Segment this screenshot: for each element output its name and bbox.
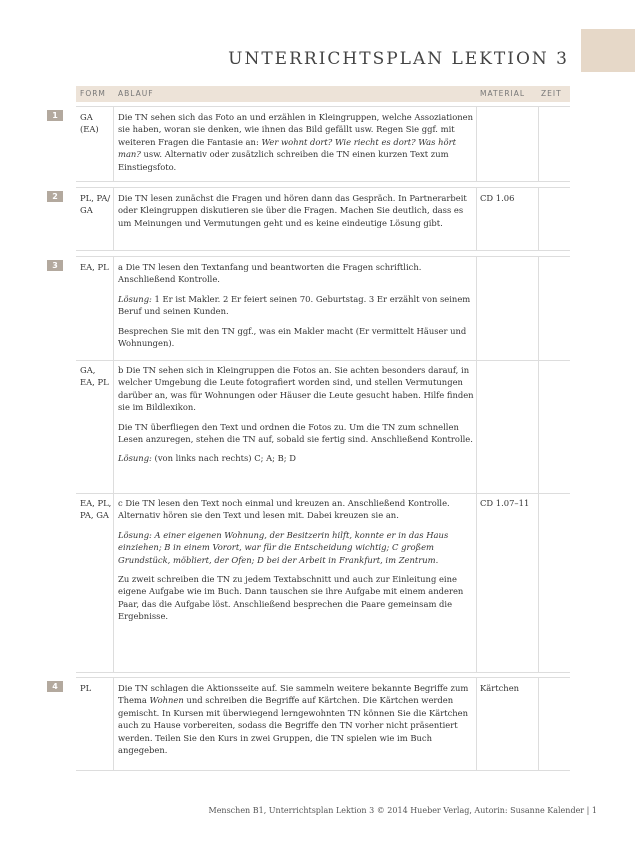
- ablauf-cell-c: [118, 497, 474, 623]
- step-number-1: 1: [47, 110, 63, 121]
- material-cell: CD 1.06: [480, 193, 515, 203]
- loesung-label: Lösung:: [118, 453, 152, 464]
- material-cell-c: CD 1.07–11: [480, 498, 530, 508]
- form-cell: PL, PA/ GA: [80, 193, 111, 216]
- loesung-label: Lösung:: [118, 293, 152, 304]
- ablauf-paragraph: Die TN überfliegen den Text und ordnen die Fotos zu. Um die TN zum schnellen Lesen anzuregen, stehen die TN auf, sobald sie fertig sind. Anschließend Kontrolle.: [118, 421, 473, 445]
- step-number-3: 3: [47, 260, 63, 271]
- form-cell-b: GA, EA, PL: [80, 365, 109, 388]
- step-number-2: 2: [47, 191, 63, 202]
- ablauf-paragraph: c Die TN lesen den Text noch einmal und kreuzen an. Anschließend Kontrolle. Alternativ hören sie den Text und lesen mit. Dabei kreuzen sie an.: [118, 498, 450, 521]
- header-material: MATERIAL: [480, 89, 526, 98]
- loesung-label: Lösung:: [118, 529, 152, 540]
- table-header: [76, 86, 570, 102]
- loesung-text: 1 Er ist Makler. 2 Er feiert seinen 70. Geburtstag. 3 Er erzählt von seinem Beruf und seinen Kunden.: [118, 293, 471, 317]
- ablauf-cell: [118, 682, 474, 756]
- step-number-4: 4: [47, 681, 63, 692]
- loesung-paragraph: [118, 293, 474, 318]
- form-cell-c: EA, PL, PA, GA: [80, 498, 112, 521]
- ablauf-paragraph: b Die TN sehen sich in Kleingruppen die Fotos an. Sie achten besonders darauf, in welcher Umgebung die Leute fotografiert worden sind, und stellen Vermutungen darüber an, was für Wohnungen oder Häuser die Leute gesucht haben. Hilfe finden sie im Bildlexikon.: [118, 365, 474, 413]
- loesung-text: A einer eigenen Wohnung, der Besitzerin hilft, konnte er in das Haus einziehen; B in einem Vorort, war für die Entscheidung wichtig; C großem Grundstück, möbliert, der Ofen; D bei der Arbeit in Frankfurt, im Zentrum.: [118, 529, 449, 565]
- ablauf-italic: Wer wohnt dort? Wie riecht es dort? Was hört man?: [118, 136, 456, 160]
- ablauf-paragraph: Zu zweit schreiben die TN zu jedem Textabschnitt und auch zur Einleitung eine eigene Aufgabe wie im Buch. Dann tauschen sie ihre Aufgabe mit einem anderen Paar, das die Aufgabe löst. Anschließend besprechen die Paare gemeinsam die Ergebnisse.: [118, 574, 464, 622]
- ablauf-text: und schreiben die Begriffe auf Kärtchen. Die Kärtchen werden gemischt. In Kursen mit überwiegend lerngewohnten TN können Sie die Kärtchen auch zu Hause vorbereiten, sodass die Begriffe den TN vorher nicht präsentiert werden. Teilen Sie den Kurs in zwei Gruppen, die TN spielen wie im Buch angegeben.: [118, 695, 469, 756]
- ablauf-paragraph: a Die TN lesen den Textanfang und beantworten die Fragen schriftlich. Anschließend Kontrolle.: [118, 262, 422, 285]
- ablauf-cell: Die TN lesen zunächst die Fragen und hören dann das Gespräch. In Partnerarbeit oder Kleingruppen diskutieren sie über die Fragen. Machen Sie deutlich, dass es um Meinungen und Vermutungen geht und es keine eindeutige Lösung gibt.: [118, 193, 467, 228]
- loesung-paragraph: [118, 529, 474, 566]
- material-cell: Kärtchen: [480, 683, 520, 693]
- step-block-2: [76, 187, 570, 251]
- ablauf-cell-b: [118, 364, 474, 465]
- ablauf-cell: [118, 111, 474, 173]
- step-block-3: [76, 256, 570, 673]
- form-cell: PL: [80, 683, 92, 693]
- header-zeit: ZEIT: [541, 89, 562, 98]
- loesung-text: (von links nach rechts) C; A; B; D: [154, 453, 296, 464]
- header-ablauf: ABLAUF: [118, 89, 154, 98]
- ablauf-paragraph: Besprechen Sie mit den TN ggf., was ein Makler macht (Er vermittelt Häuser und Wohnungen).: [118, 325, 467, 349]
- corner-tab: [581, 29, 635, 72]
- form-cell-a: EA, PL: [80, 262, 109, 272]
- form-cell: GA (EA): [80, 112, 99, 135]
- step-block-1: [76, 106, 570, 182]
- ablauf-text: usw. Alternativ oder zusätzlich schreiben die TN einen kurzen Text zum Einstiegsfoto.: [118, 149, 449, 172]
- page-footer: Menschen B1, Unterrichtsplan Lektion 3 © 2014 Hueber Verlag, Autorin: Susanne Kalender | 1: [208, 806, 597, 815]
- page-title: UNTERRICHTSPLAN LEKTION 3: [228, 49, 569, 69]
- ablauf-text: Die TN sehen sich das Foto an und erzählen in Kleingruppen, welche Assoziationen sie haben, woran sie denken, wie ihnen das Bild gefällt usw. Regen Sie ggf. mit weiteren Fragen die Fantasie an:: [118, 112, 474, 147]
- ablauf-cell-a: [118, 261, 474, 349]
- ablauf-italic: Wohnen: [149, 695, 184, 706]
- step-block-4: [76, 677, 570, 771]
- ablauf-text: Die TN schlagen die Aktionsseite auf. Sie sammeln weitere bekannte Begriffe zum Thema: [118, 683, 469, 706]
- header-form: FORM: [80, 89, 106, 98]
- loesung-paragraph: [118, 452, 474, 464]
